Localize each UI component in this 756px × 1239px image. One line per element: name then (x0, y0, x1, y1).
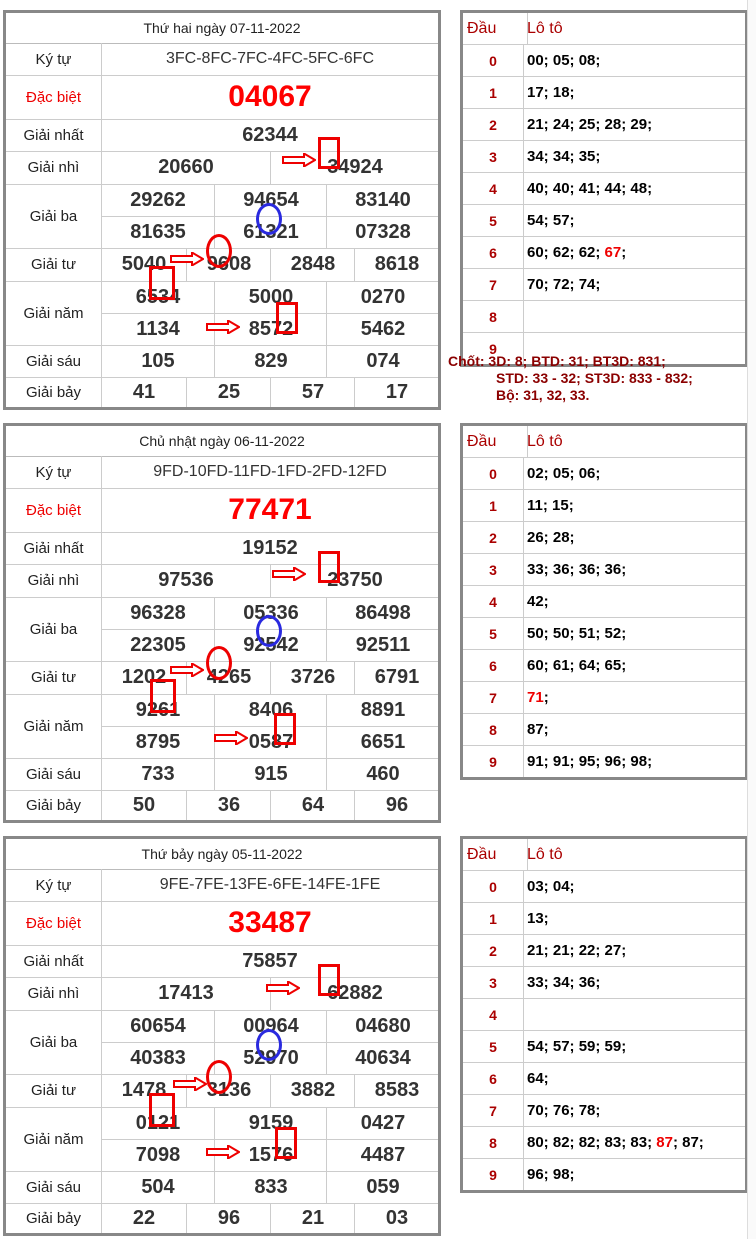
red-box-mark (318, 551, 340, 583)
result-table (3, 423, 441, 823)
loto-row (463, 109, 745, 141)
prize-number: 29262 (130, 188, 186, 211)
prize-number: 0270 (326, 281, 439, 313)
prize-number: 57 (270, 377, 355, 407)
loto-row (463, 77, 745, 109)
loto-numbers: 40; 40; 41; 44; 48; (527, 180, 653, 197)
label-ba: Giải ba (6, 597, 102, 661)
loto-numbers: 33; 34; 36; (527, 974, 601, 991)
loto-values (527, 1159, 745, 1190)
label-nam: Giải năm (6, 694, 102, 758)
prize-number: 074 (326, 345, 439, 377)
loto-numbers: 70; 72; 74; (527, 276, 601, 293)
loto-numbers-after: ; (621, 244, 627, 261)
loto-numbers: 96; 98; (527, 1166, 575, 1183)
loto-table (460, 423, 748, 780)
label-kytu: Ký tự (6, 869, 102, 901)
row-nhat (6, 532, 438, 565)
prize-number: 04680 (326, 1010, 439, 1042)
loto-dau: 1 (463, 490, 524, 521)
loto-highlight: 71 (527, 689, 544, 706)
prize-number: 5462 (326, 313, 439, 345)
loto-numbers: 70; 76; 78; (527, 1102, 601, 1119)
loto-dau: 8 (463, 714, 524, 745)
prize-number: 6534 (135, 285, 181, 308)
prize-number: 6791 (354, 661, 439, 694)
special-prize: 04067 (228, 80, 312, 113)
kytu-value: 9FD-10FD-11FD-1FD-2FD-12FD (153, 463, 387, 480)
row-kytu (6, 456, 438, 489)
loto-values (527, 77, 745, 108)
prize-number: 9261 (135, 698, 181, 721)
loto-dau: 6 (463, 237, 524, 268)
loto-row (463, 586, 745, 618)
prize-number: 96328 (130, 601, 186, 624)
loto-dau: 1 (463, 903, 524, 934)
prize-number: 915 (214, 758, 327, 790)
prize-number: 25 (186, 377, 271, 407)
kytu-value: 3FC-8FC-7FC-4FC-5FC-6FC (166, 50, 374, 67)
first-prize: 19152 (242, 536, 298, 559)
prize-number: 9608 (186, 248, 271, 281)
loto-dau: 9 (463, 333, 524, 364)
row-nam (6, 694, 438, 759)
loto-values (527, 269, 745, 300)
loto-dau: 5 (463, 618, 524, 649)
row-dacbiet (6, 901, 438, 946)
loto-row (463, 237, 745, 269)
prize-number: 4487 (326, 1139, 439, 1171)
prize-number: 829 (214, 345, 327, 377)
loto-dau: 9 (463, 746, 524, 777)
prize-number: 92511 (326, 629, 439, 661)
prize-number: 20660 (158, 156, 214, 178)
prize-number: 8406 (214, 694, 327, 726)
prize-number: 5000 (214, 281, 327, 313)
dau-header: Đầu (463, 839, 528, 870)
first-prize: 62344 (242, 123, 298, 146)
loto-values (527, 650, 745, 681)
loto-numbers-after: ; 87; (672, 1134, 704, 1151)
prize-number: 0121 (135, 1111, 181, 1134)
loto-values (527, 522, 745, 553)
label-dacbiet: Đặc biệt (6, 75, 102, 119)
label-nhi: Giải nhì (6, 564, 102, 597)
prize-number: 8891 (326, 694, 439, 726)
row-bay (6, 377, 438, 407)
date-title: Chủ nhật ngày 06-11-2022 (6, 426, 438, 457)
chot-prediction (448, 353, 754, 404)
blue-circle-mark (256, 1029, 282, 1061)
loto-values (527, 490, 745, 521)
prize-number: 22305 (130, 633, 186, 656)
prize-number: 733 (141, 762, 175, 785)
label-nhat: Giải nhất (6, 945, 102, 977)
prize-number: 1202 (121, 666, 167, 688)
label-nhat: Giải nhất (6, 119, 102, 151)
loto-dau: 3 (463, 554, 524, 585)
loto-values (527, 237, 745, 268)
loto-values (527, 109, 745, 140)
red-circle-mark (206, 1060, 232, 1094)
label-kytu: Ký tự (6, 43, 102, 75)
prize-number: 40383 (130, 1046, 186, 1069)
prize-number: 00964 (214, 1010, 327, 1042)
special-prize: 33487 (228, 906, 312, 939)
row-dacbiet (6, 75, 438, 120)
loto-row (463, 1031, 745, 1063)
prize-number: 2848 (270, 248, 355, 281)
loto-row (463, 1063, 745, 1095)
label-kytu: Ký tự (6, 456, 102, 488)
loto-numbers: 21; 24; 25; 28; 29; (527, 116, 653, 133)
label-sau: Giải sáu (6, 1171, 102, 1203)
loto-header-label: Lô tô (527, 19, 563, 37)
loto-values (527, 871, 745, 902)
row-bay (6, 790, 438, 820)
row-bay (6, 1203, 438, 1233)
red-circle-mark (206, 234, 232, 268)
prize-number: 1576 (214, 1139, 327, 1171)
prize-number: 50 (132, 793, 156, 816)
loto-values (527, 714, 745, 745)
label-dacbiet: Đặc biệt (6, 901, 102, 945)
loto-row (463, 141, 745, 173)
loto-table (460, 10, 748, 367)
chot-line-3: Bộ: 31, 32, 33. (496, 387, 590, 403)
prize-number: 86498 (326, 597, 439, 629)
loto-numbers: 64; (527, 1070, 549, 1087)
prize-number: 60654 (130, 1014, 186, 1037)
loto-dau: 7 (463, 1095, 524, 1126)
loto-dau: 8 (463, 1127, 524, 1158)
chot-line-1: Chốt: 3D: 8; BTD: 31; BT3D: 831; (448, 353, 666, 369)
loto-numbers: 00; 05; 08; (527, 52, 601, 69)
loto-row (463, 618, 745, 650)
loto-dau: 4 (463, 999, 524, 1030)
red-box-mark (149, 1093, 175, 1127)
red-arrow-icon (206, 1145, 240, 1159)
loto-header (463, 839, 745, 871)
prize-number: 0427 (326, 1107, 439, 1139)
loto-dau: 7 (463, 682, 524, 713)
loto-dau: 4 (463, 586, 524, 617)
loto-dau: 3 (463, 141, 524, 172)
loto-numbers: 60; 61; 64; 65; (527, 657, 627, 674)
loto-values (527, 1063, 745, 1094)
chot-line-2: STD: 33 - 32; ST3D: 833 - 832; (496, 370, 693, 386)
prize-number: 833 (214, 1171, 327, 1203)
red-box-mark (276, 302, 298, 334)
prize-number: 17 (354, 377, 439, 407)
loto-row (463, 522, 745, 554)
loto-dau: 4 (463, 173, 524, 204)
loto-values (527, 45, 745, 76)
prize-number: 40634 (326, 1042, 439, 1074)
loto-dau: 9 (463, 1159, 524, 1190)
loto-row (463, 682, 745, 714)
red-arrow-icon (173, 1077, 207, 1091)
red-box-mark (150, 679, 176, 713)
label-tu: Giải tư (6, 661, 102, 694)
kytu-value: 9FE-7FE-13FE-6FE-14FE-1FE (159, 876, 381, 893)
label-nhi: Giải nhì (6, 977, 102, 1010)
prize-number: 22 (132, 1206, 156, 1229)
prize-number: 3882 (270, 1074, 355, 1107)
red-arrow-icon (206, 320, 240, 334)
loto-row (463, 458, 745, 490)
loto-row (463, 999, 745, 1031)
label-tu: Giải tư (6, 248, 102, 281)
loto-values (527, 1095, 745, 1126)
prize-number: 105 (141, 349, 175, 372)
prize-number: 07328 (326, 216, 439, 248)
red-arrow-icon (214, 731, 248, 745)
prize-number: 3136 (186, 1074, 271, 1107)
prize-number: 9159 (214, 1107, 327, 1139)
loto-numbers: 80; 82; 82; 83; 83; (527, 1134, 657, 1151)
prize-number: 92542 (214, 629, 327, 661)
prize-number: 5040 (121, 253, 167, 275)
prize-number: 83140 (326, 184, 439, 216)
loto-dau: 0 (463, 45, 524, 76)
row-nhi (6, 564, 438, 598)
red-arrow-icon (170, 663, 204, 677)
loto-numbers: 42; (527, 593, 549, 610)
loto-dau: 2 (463, 935, 524, 966)
loto-values (527, 746, 745, 777)
loto-header-label: Lô tô (527, 432, 563, 450)
loto-row (463, 554, 745, 586)
label-nhi: Giải nhì (6, 151, 102, 184)
label-ba: Giải ba (6, 184, 102, 248)
label-sau: Giải sáu (6, 758, 102, 790)
loto-numbers: 11; 15; (527, 497, 574, 514)
loto-dau: 1 (463, 77, 524, 108)
prize-number: 4265 (186, 661, 271, 694)
prize-number: 3726 (270, 661, 355, 694)
label-nam: Giải năm (6, 281, 102, 345)
loto-numbers: 21; 21; 22; 27; (527, 942, 627, 959)
loto-values (527, 1127, 745, 1158)
prize-number: 8795 (135, 730, 181, 753)
row-nhat (6, 945, 438, 978)
row-sau (6, 345, 438, 378)
prize-number: 8572 (214, 313, 327, 345)
loto-values (527, 967, 745, 998)
red-box-mark (318, 964, 340, 996)
loto-numbers: 60; 62; 62; (527, 244, 605, 261)
loto-row (463, 1159, 745, 1190)
result-table (3, 10, 441, 410)
loto-values (527, 682, 745, 713)
loto-dau: 3 (463, 967, 524, 998)
loto-numbers: 34; 34; 35; (527, 148, 601, 165)
red-arrow-icon (266, 981, 300, 995)
red-box-mark (149, 266, 175, 300)
loto-numbers-after: ; (543, 689, 549, 706)
loto-dau: 0 (463, 458, 524, 489)
dau-header: Đầu (463, 13, 528, 44)
prize-number: 97536 (158, 569, 214, 591)
red-arrow-icon (272, 567, 306, 581)
date-title: Thứ bảy ngày 05-11-2022 (6, 839, 438, 870)
row-kytu (6, 869, 438, 902)
loto-values (527, 205, 745, 236)
loto-numbers: 26; 28; (527, 529, 575, 546)
red-arrow-icon (282, 153, 316, 167)
loto-dau: 2 (463, 109, 524, 140)
red-box-mark (275, 1127, 297, 1159)
label-sau: Giải sáu (6, 345, 102, 377)
prize-number: 61321 (214, 216, 327, 248)
prize-number: 96 (354, 790, 439, 820)
loto-dau: 7 (463, 269, 524, 300)
loto-row (463, 45, 745, 77)
loto-highlight: 87 (656, 1134, 673, 1151)
loto-header-label: Lô tô (527, 845, 563, 863)
loto-header (463, 426, 745, 458)
loto-row (463, 935, 745, 967)
loto-row (463, 967, 745, 999)
loto-row (463, 269, 745, 301)
blue-circle-mark (256, 615, 282, 647)
dau-header: Đầu (463, 426, 528, 457)
prize-number: 6651 (326, 726, 439, 758)
loto-dau: 8 (463, 301, 524, 332)
special-prize: 77471 (228, 493, 312, 526)
prize-number: 05336 (214, 597, 327, 629)
loto-dau: 0 (463, 871, 524, 902)
loto-row (463, 1095, 745, 1127)
prize-number: 41 (132, 380, 156, 403)
prize-number: 17413 (158, 982, 214, 1004)
prize-number: 0587 (214, 726, 327, 758)
prize-number: 81635 (130, 220, 186, 243)
label-nam: Giải năm (6, 1107, 102, 1171)
loto-numbers: 17; 18; (527, 84, 575, 101)
prize-number: 23750 (270, 564, 439, 597)
prize-number: 1478 (121, 1079, 167, 1101)
result-table (3, 836, 441, 1236)
prize-number: 96 (186, 1203, 271, 1233)
row-nhi (6, 977, 438, 1011)
loto-dau: 6 (463, 650, 524, 681)
row-dacbiet (6, 488, 438, 533)
loto-values (527, 586, 745, 617)
row-sau (6, 1171, 438, 1204)
loto-numbers: 54; 57; (527, 212, 575, 229)
prize-number: 460 (326, 758, 439, 790)
label-dacbiet: Đặc biệt (6, 488, 102, 532)
loto-values (527, 1031, 745, 1062)
prize-number: 94654 (214, 184, 327, 216)
row-nhat (6, 119, 438, 152)
label-bay: Giải bảy (6, 790, 102, 820)
prize-number: 64 (270, 790, 355, 820)
loto-numbers: 03; 04; (527, 878, 575, 895)
loto-values (527, 554, 745, 585)
loto-dau: 2 (463, 522, 524, 553)
red-circle-mark (206, 646, 232, 680)
prize-number: 1134 (136, 317, 180, 340)
loto-values (527, 173, 745, 204)
label-ba: Giải ba (6, 1010, 102, 1074)
red-box-mark (318, 137, 340, 169)
loto-dau: 6 (463, 1063, 524, 1094)
row-sau (6, 758, 438, 791)
prize-number: 03 (354, 1203, 439, 1233)
prize-number: 7098 (135, 1143, 181, 1166)
row-nam (6, 281, 438, 346)
loto-numbers: 54; 57; 59; 59; (527, 1038, 627, 1055)
label-tu: Giải tư (6, 1074, 102, 1107)
label-nhat: Giải nhất (6, 532, 102, 564)
loto-row (463, 650, 745, 682)
loto-values (527, 935, 745, 966)
date-title: Thứ hai ngày 07-11-2022 (6, 13, 438, 44)
loto-values (527, 141, 745, 172)
loto-row (463, 301, 745, 333)
row-kytu (6, 43, 438, 76)
blue-circle-mark (256, 203, 282, 235)
scrollbar[interactable] (747, 0, 756, 1239)
loto-row (463, 903, 745, 935)
prize-number: 34924 (270, 151, 439, 184)
prize-number: 8618 (354, 248, 439, 281)
loto-values (527, 903, 745, 934)
loto-dau: 5 (463, 1031, 524, 1062)
loto-numbers: 87; (527, 721, 549, 738)
prize-number: 059 (326, 1171, 439, 1203)
prize-number: 62882 (270, 977, 439, 1010)
loto-numbers: 02; 05; 06; (527, 465, 601, 482)
prize-number: 8583 (354, 1074, 439, 1107)
loto-dau: 5 (463, 205, 524, 236)
loto-highlight: 67 (604, 244, 622, 261)
loto-row (463, 205, 745, 237)
loto-row (463, 1127, 745, 1159)
loto-values (527, 999, 745, 1030)
first-prize: 75857 (242, 949, 298, 972)
loto-table (460, 836, 748, 1193)
red-arrow-icon (170, 252, 204, 266)
label-bay: Giải bảy (6, 377, 102, 407)
row-nam (6, 1107, 438, 1172)
label-bay: Giải bảy (6, 1203, 102, 1233)
loto-numbers: 13; (527, 910, 549, 927)
loto-row (463, 490, 745, 522)
loto-row (463, 871, 745, 903)
loto-row (463, 714, 745, 746)
prize-number: 36 (186, 790, 271, 820)
red-box-mark (274, 713, 296, 745)
loto-values (527, 301, 745, 332)
loto-numbers: 33; 36; 36; 36; (527, 561, 627, 578)
prize-number: 504 (141, 1175, 175, 1198)
loto-header (463, 13, 745, 45)
prize-number: 52970 (214, 1042, 327, 1074)
loto-row (463, 746, 745, 777)
loto-numbers: 91; 91; 95; 96; 98; (527, 753, 653, 770)
loto-values (527, 618, 745, 649)
loto-numbers: 50; 50; 51; 52; (527, 625, 627, 642)
loto-row (463, 173, 745, 205)
prize-number: 21 (270, 1203, 355, 1233)
loto-values (527, 458, 745, 489)
row-nhi (6, 151, 438, 185)
